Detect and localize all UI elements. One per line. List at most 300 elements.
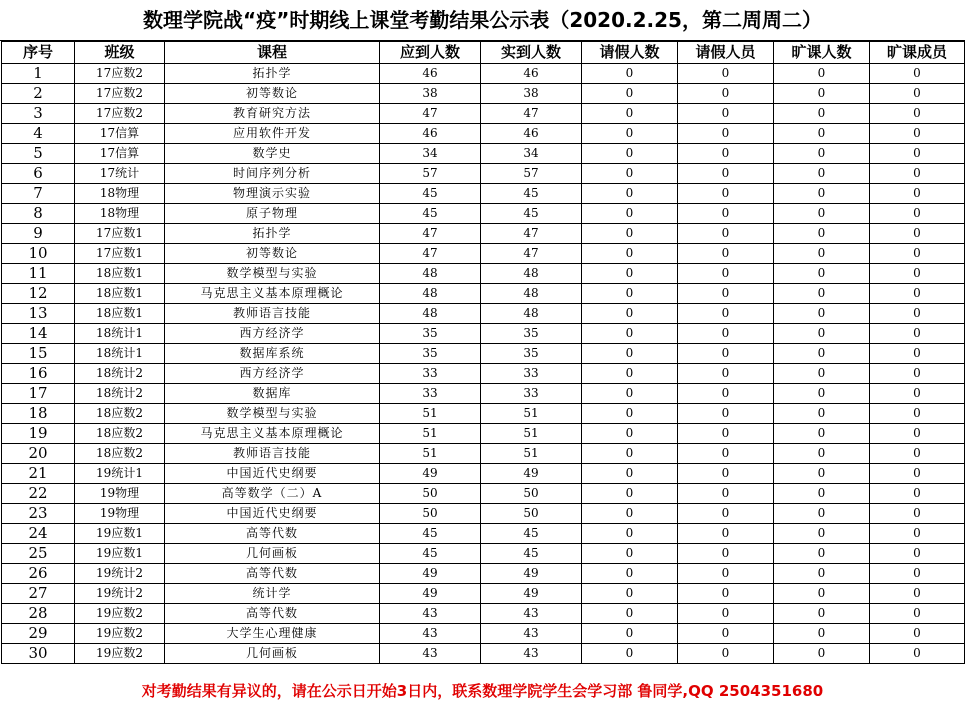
row-course[interactable]: 数学史 (165, 144, 380, 164)
row-no[interactable]: 5 (2, 144, 75, 164)
row-leave-count[interactable]: 0 (582, 164, 678, 184)
row-leave-people[interactable]: 0 (678, 444, 774, 464)
row-course[interactable]: 马克思主义基本原理概论 (165, 424, 380, 444)
row-absent-count[interactable]: 0 (774, 604, 870, 624)
row-no[interactable]: 10 (2, 244, 75, 264)
row-leave-count[interactable]: 0 (582, 304, 678, 324)
row-absent-people[interactable]: 0 (870, 624, 965, 644)
row-expected[interactable]: 43 (380, 604, 481, 624)
row-class[interactable]: 18统计1 (75, 324, 165, 344)
row-absent-count[interactable]: 0 (774, 464, 870, 484)
row-actual[interactable]: 46 (481, 64, 582, 84)
row-leave-people[interactable]: 0 (678, 464, 774, 484)
row-leave-people[interactable]: 0 (678, 424, 774, 444)
row-leave-people[interactable]: 0 (678, 124, 774, 144)
table-row (2, 324, 965, 344)
row-course[interactable]: 几何画板 (165, 644, 380, 664)
row-course[interactable]: 拓扑学 (165, 64, 380, 84)
row-leave-people[interactable]: 0 (678, 344, 774, 364)
row-absent-people[interactable]: 0 (870, 444, 965, 464)
row-course[interactable]: 中国近代史纲要 (165, 464, 380, 484)
row-absent-people[interactable]: 0 (870, 544, 965, 564)
row-absent-count[interactable]: 0 (774, 224, 870, 244)
row-leave-count[interactable]: 0 (582, 84, 678, 104)
row-leave-count[interactable]: 0 (582, 644, 678, 664)
row-no[interactable]: 20 (2, 444, 75, 464)
row-expected[interactable]: 47 (380, 244, 481, 264)
row-absent-count[interactable]: 0 (774, 624, 870, 644)
row-expected[interactable]: 48 (380, 304, 481, 324)
row-class[interactable]: 19物理 (75, 484, 165, 504)
row-leave-count[interactable]: 0 (582, 424, 678, 444)
row-actual[interactable]: 45 (481, 544, 582, 564)
table-row (2, 264, 965, 284)
row-course[interactable]: 原子物理 (165, 204, 380, 224)
row-expected[interactable]: 47 (380, 224, 481, 244)
row-absent-people[interactable]: 0 (870, 324, 965, 344)
row-absent-people[interactable]: 0 (870, 204, 965, 224)
row-absent-people[interactable]: 0 (870, 364, 965, 384)
row-expected[interactable]: 57 (380, 164, 481, 184)
row-absent-count[interactable]: 0 (774, 124, 870, 144)
row-course[interactable]: 统计学 (165, 584, 380, 604)
row-leave-count[interactable]: 0 (582, 404, 678, 424)
row-absent-count[interactable]: 0 (774, 284, 870, 304)
row-no[interactable]: 23 (2, 504, 75, 524)
row-absent-count[interactable]: 0 (774, 104, 870, 124)
row-class[interactable]: 17信算 (75, 124, 165, 144)
row-no[interactable]: 18 (2, 404, 75, 424)
row-course[interactable]: 几何画板 (165, 544, 380, 564)
row-leave-people[interactable]: 0 (678, 484, 774, 504)
row-leave-people[interactable]: 0 (678, 644, 774, 664)
table-row (2, 144, 965, 164)
row-expected[interactable]: 50 (380, 504, 481, 524)
row-leave-count[interactable]: 0 (582, 324, 678, 344)
row-class[interactable]: 18应数2 (75, 444, 165, 464)
notice-text: 对考勤结果有异议的，请在公示日开始3日内，联系数理学院学生会学习部 鲁同学,QQ 2504351680 (141, 682, 824, 700)
row-no[interactable]: 12 (2, 284, 75, 304)
row-actual[interactable]: 33 (481, 364, 582, 384)
row-actual[interactable]: 46 (481, 124, 582, 144)
row-actual[interactable]: 43 (481, 604, 582, 624)
row-leave-count[interactable]: 0 (582, 604, 678, 624)
row-class[interactable]: 17应数1 (75, 244, 165, 264)
row-no[interactable]: 21 (2, 464, 75, 484)
row-absent-people[interactable]: 0 (870, 404, 965, 424)
table-row (2, 64, 965, 84)
row-leave-people[interactable]: 0 (678, 324, 774, 344)
row-absent-people[interactable]: 0 (870, 184, 965, 204)
table-row (2, 364, 965, 384)
row-leave-people[interactable]: 0 (678, 604, 774, 624)
row-absent-people[interactable]: 0 (870, 144, 965, 164)
row-course[interactable]: 拓扑学 (165, 224, 380, 244)
row-absent-people[interactable]: 0 (870, 564, 965, 584)
row-actual[interactable]: 45 (481, 204, 582, 224)
row-course[interactable]: 高等代数 (165, 564, 380, 584)
row-expected[interactable]: 48 (380, 264, 481, 284)
row-leave-count[interactable]: 0 (582, 224, 678, 244)
header-actual[interactable]: 实到人数 (481, 42, 582, 64)
row-no[interactable]: 14 (2, 324, 75, 344)
table-row (2, 344, 965, 364)
row-absent-people[interactable]: 0 (870, 384, 965, 404)
row-course[interactable]: 马克思主义基本原理概论 (165, 284, 380, 304)
row-course[interactable]: 高等代数 (165, 604, 380, 624)
row-expected[interactable]: 49 (380, 464, 481, 484)
row-leave-people[interactable]: 0 (678, 84, 774, 104)
row-expected[interactable]: 43 (380, 644, 481, 664)
table-row (2, 564, 965, 584)
row-course[interactable]: 应用软件开发 (165, 124, 380, 144)
row-no[interactable]: 8 (2, 204, 75, 224)
row-actual[interactable]: 34 (481, 144, 582, 164)
row-actual[interactable]: 51 (481, 424, 582, 444)
row-class[interactable]: 19应数2 (75, 624, 165, 644)
row-actual[interactable]: 45 (481, 524, 582, 544)
row-leave-count[interactable]: 0 (582, 544, 678, 564)
row-absent-count[interactable]: 0 (774, 204, 870, 224)
row-absent-count[interactable]: 0 (774, 444, 870, 464)
row-class[interactable]: 17应数2 (75, 64, 165, 84)
row-absent-count[interactable]: 0 (774, 364, 870, 384)
row-leave-people[interactable]: 0 (678, 244, 774, 264)
row-class[interactable]: 17应数2 (75, 104, 165, 124)
row-leave-people[interactable]: 0 (678, 404, 774, 424)
row-course[interactable]: 初等数论 (165, 84, 380, 104)
row-class[interactable]: 19统计2 (75, 584, 165, 604)
row-course[interactable]: 高等代数 (165, 524, 380, 544)
row-leave-people[interactable]: 0 (678, 204, 774, 224)
row-absent-count[interactable]: 0 (774, 544, 870, 564)
row-leave-count[interactable]: 0 (582, 444, 678, 464)
row-absent-count[interactable]: 0 (774, 344, 870, 364)
row-no[interactable]: 9 (2, 224, 75, 244)
row-course[interactable]: 数据库 (165, 384, 380, 404)
row-absent-count[interactable]: 0 (774, 264, 870, 284)
row-leave-people[interactable]: 0 (678, 224, 774, 244)
row-leave-people[interactable]: 0 (678, 564, 774, 584)
row-no[interactable]: 16 (2, 364, 75, 384)
row-leave-count[interactable]: 0 (582, 64, 678, 84)
row-class[interactable]: 17统计 (75, 164, 165, 184)
row-expected[interactable]: 45 (380, 544, 481, 564)
row-expected[interactable]: 45 (380, 204, 481, 224)
row-no[interactable]: 2 (2, 84, 75, 104)
row-absent-count[interactable]: 0 (774, 64, 870, 84)
row-no[interactable]: 22 (2, 484, 75, 504)
row-actual[interactable]: 47 (481, 244, 582, 264)
row-leave-count[interactable]: 0 (582, 124, 678, 144)
row-absent-people[interactable]: 0 (870, 504, 965, 524)
row-actual[interactable]: 47 (481, 104, 582, 124)
row-leave-people[interactable]: 0 (678, 524, 774, 544)
row-course[interactable]: 数学模型与实验 (165, 404, 380, 424)
row-class[interactable]: 18物理 (75, 184, 165, 204)
table-row (2, 584, 965, 604)
row-actual[interactable]: 50 (481, 484, 582, 504)
row-absent-count[interactable]: 0 (774, 304, 870, 324)
row-actual[interactable]: 35 (481, 324, 582, 344)
table-row (2, 124, 965, 144)
row-absent-count[interactable]: 0 (774, 84, 870, 104)
row-no[interactable]: 30 (2, 644, 75, 664)
row-actual[interactable]: 47 (481, 224, 582, 244)
row-no[interactable]: 27 (2, 584, 75, 604)
row-class[interactable]: 19统计1 (75, 464, 165, 484)
row-expected[interactable]: 49 (380, 584, 481, 604)
row-absent-count[interactable]: 0 (774, 164, 870, 184)
row-actual[interactable]: 38 (481, 84, 582, 104)
row-absent-count[interactable]: 0 (774, 404, 870, 424)
row-course[interactable]: 数学模型与实验 (165, 264, 380, 284)
row-actual[interactable]: 45 (481, 184, 582, 204)
row-expected[interactable]: 47 (380, 104, 481, 124)
row-leave-people[interactable]: 0 (678, 584, 774, 604)
row-leave-people[interactable]: 0 (678, 164, 774, 184)
row-absent-count[interactable]: 0 (774, 564, 870, 584)
header-no[interactable]: 序号 (2, 42, 75, 64)
row-class[interactable]: 18统计1 (75, 344, 165, 364)
row-actual[interactable]: 48 (481, 284, 582, 304)
row-leave-count[interactable]: 0 (582, 384, 678, 404)
row-leave-people[interactable]: 0 (678, 184, 774, 204)
row-expected[interactable]: 35 (380, 344, 481, 364)
row-no[interactable]: 13 (2, 304, 75, 324)
row-class[interactable]: 18应数1 (75, 304, 165, 324)
row-absent-people[interactable]: 0 (870, 224, 965, 244)
table-row (2, 104, 965, 124)
row-actual[interactable]: 49 (481, 584, 582, 604)
row-absent-count[interactable]: 0 (774, 324, 870, 344)
row-class[interactable]: 18应数1 (75, 264, 165, 284)
row-absent-count[interactable]: 0 (774, 584, 870, 604)
row-expected[interactable]: 46 (380, 64, 481, 84)
row-expected[interactable]: 46 (380, 124, 481, 144)
row-absent-people[interactable]: 0 (870, 64, 965, 84)
row-class[interactable]: 18应数2 (75, 404, 165, 424)
row-actual[interactable]: 35 (481, 344, 582, 364)
header-expected[interactable]: 应到人数 (380, 42, 481, 64)
header-leave-count[interactable]: 请假人数 (582, 42, 678, 64)
row-absent-people[interactable]: 0 (870, 124, 965, 144)
row-absent-count[interactable]: 0 (774, 484, 870, 504)
row-absent-people[interactable]: 0 (870, 284, 965, 304)
row-absent-people[interactable]: 0 (870, 264, 965, 284)
row-course[interactable]: 教师语言技能 (165, 304, 380, 324)
row-leave-count[interactable]: 0 (582, 204, 678, 224)
row-leave-people[interactable]: 0 (678, 284, 774, 304)
row-class[interactable]: 18应数1 (75, 284, 165, 304)
row-absent-people[interactable]: 0 (870, 244, 965, 264)
row-class[interactable]: 19应数1 (75, 544, 165, 564)
row-actual[interactable]: 48 (481, 264, 582, 284)
row-expected[interactable]: 45 (380, 524, 481, 544)
row-class[interactable]: 18物理 (75, 204, 165, 224)
header-absent-people[interactable]: 旷课成员 (870, 42, 965, 64)
row-absent-people[interactable]: 0 (870, 344, 965, 364)
table-row (2, 524, 965, 544)
row-expected[interactable]: 38 (380, 84, 481, 104)
row-leave-count[interactable]: 0 (582, 244, 678, 264)
row-course[interactable]: 物理演示实验 (165, 184, 380, 204)
row-actual[interactable]: 49 (481, 564, 582, 584)
row-absent-people[interactable]: 0 (870, 304, 965, 324)
row-absent-people[interactable]: 0 (870, 424, 965, 444)
row-actual[interactable]: 43 (481, 644, 582, 664)
row-absent-count[interactable]: 0 (774, 244, 870, 264)
row-expected[interactable]: 35 (380, 324, 481, 344)
row-actual[interactable]: 57 (481, 164, 582, 184)
row-leave-count[interactable]: 0 (582, 564, 678, 584)
row-class[interactable]: 19应数2 (75, 644, 165, 664)
header-absent-count[interactable]: 旷课人数 (774, 42, 870, 64)
row-no[interactable]: 19 (2, 424, 75, 444)
row-expected[interactable]: 43 (380, 624, 481, 644)
row-actual[interactable]: 33 (481, 384, 582, 404)
row-no[interactable]: 15 (2, 344, 75, 364)
row-leave-count[interactable]: 0 (582, 524, 678, 544)
row-course[interactable]: 时间序列分析 (165, 164, 380, 184)
row-no[interactable]: 25 (2, 544, 75, 564)
row-class[interactable]: 17信算 (75, 144, 165, 164)
row-expected[interactable]: 33 (380, 384, 481, 404)
row-leave-count[interactable]: 0 (582, 264, 678, 284)
table-row (2, 444, 965, 464)
row-absent-people[interactable]: 0 (870, 604, 965, 624)
row-expected[interactable]: 51 (380, 424, 481, 444)
row-no[interactable]: 7 (2, 184, 75, 204)
row-course[interactable]: 数据库系统 (165, 344, 380, 364)
row-absent-count[interactable]: 0 (774, 144, 870, 164)
row-absent-people[interactable]: 0 (870, 104, 965, 124)
row-absent-people[interactable]: 0 (870, 84, 965, 104)
row-absent-people[interactable]: 0 (870, 464, 965, 484)
table-row (2, 304, 965, 324)
row-leave-people[interactable]: 0 (678, 544, 774, 564)
row-no[interactable]: 11 (2, 264, 75, 284)
row-class[interactable]: 17应数2 (75, 84, 165, 104)
row-no[interactable]: 17 (2, 384, 75, 404)
row-expected[interactable]: 51 (380, 404, 481, 424)
row-leave-people[interactable]: 0 (678, 264, 774, 284)
row-expected[interactable]: 48 (380, 284, 481, 304)
row-no[interactable]: 28 (2, 604, 75, 624)
row-leave-count[interactable]: 0 (582, 364, 678, 384)
row-course[interactable]: 中国近代史纲要 (165, 504, 380, 524)
row-class[interactable]: 18统计2 (75, 364, 165, 384)
row-leave-people[interactable]: 0 (678, 384, 774, 404)
row-course[interactable]: 教师语言技能 (165, 444, 380, 464)
row-class[interactable]: 19应数2 (75, 604, 165, 624)
row-course[interactable]: 西方经济学 (165, 364, 380, 384)
row-no[interactable]: 24 (2, 524, 75, 544)
row-no[interactable]: 6 (2, 164, 75, 184)
row-course[interactable]: 西方经济学 (165, 324, 380, 344)
row-absent-people[interactable]: 0 (870, 644, 965, 664)
row-no[interactable]: 1 (2, 64, 75, 84)
row-expected[interactable]: 34 (380, 144, 481, 164)
row-actual[interactable]: 43 (481, 624, 582, 644)
row-leave-count[interactable]: 0 (582, 144, 678, 164)
row-leave-count[interactable]: 0 (582, 584, 678, 604)
row-leave-people[interactable]: 0 (678, 504, 774, 524)
row-expected[interactable]: 50 (380, 484, 481, 504)
sheet-title: 数理学院战“疫”时期线上课堂考勤结果公示表（2020.2.25，第二周周二） (0, 0, 965, 41)
row-class[interactable]: 18应数2 (75, 424, 165, 444)
row-class[interactable]: 19统计2 (75, 564, 165, 584)
header-course[interactable]: 课程 (165, 42, 380, 64)
row-expected[interactable]: 45 (380, 184, 481, 204)
row-leave-count[interactable]: 0 (582, 624, 678, 644)
row-leave-people[interactable]: 0 (678, 144, 774, 164)
row-leave-people[interactable]: 0 (678, 624, 774, 644)
row-no[interactable]: 3 (2, 104, 75, 124)
row-leave-people[interactable]: 0 (678, 364, 774, 384)
row-course[interactable]: 初等数论 (165, 244, 380, 264)
row-no[interactable]: 29 (2, 624, 75, 644)
row-absent-people[interactable]: 0 (870, 484, 965, 504)
table-row (2, 424, 965, 444)
row-course[interactable]: 高等数学（二）A (165, 484, 380, 504)
row-absent-count[interactable]: 0 (774, 524, 870, 544)
row-leave-count[interactable]: 0 (582, 284, 678, 304)
row-leave-people[interactable]: 0 (678, 104, 774, 124)
row-expected[interactable]: 33 (380, 364, 481, 384)
row-leave-people[interactable]: 0 (678, 64, 774, 84)
row-absent-people[interactable]: 0 (870, 584, 965, 604)
header-leave-people[interactable]: 请假人员 (678, 42, 774, 64)
table-row (2, 604, 965, 624)
row-actual[interactable]: 48 (481, 304, 582, 324)
row-leave-count[interactable]: 0 (582, 464, 678, 484)
row-course[interactable]: 大学生心理健康 (165, 624, 380, 644)
row-actual[interactable]: 49 (481, 464, 582, 484)
row-leave-count[interactable]: 0 (582, 484, 678, 504)
row-class[interactable]: 19物理 (75, 504, 165, 524)
table-body (2, 64, 965, 664)
row-class[interactable]: 18统计2 (75, 384, 165, 404)
row-no[interactable]: 26 (2, 564, 75, 584)
row-leave-count[interactable]: 0 (582, 104, 678, 124)
row-absent-people[interactable]: 0 (870, 524, 965, 544)
row-leave-count[interactable]: 0 (582, 344, 678, 364)
row-class[interactable]: 17应数1 (75, 224, 165, 244)
header-row (2, 42, 965, 64)
row-expected[interactable]: 49 (380, 564, 481, 584)
row-absent-count[interactable]: 0 (774, 424, 870, 444)
row-absent-count[interactable]: 0 (774, 184, 870, 204)
row-no[interactable]: 4 (2, 124, 75, 144)
row-leave-people[interactable]: 0 (678, 304, 774, 324)
row-leave-count[interactable]: 0 (582, 184, 678, 204)
header-class[interactable]: 班级 (75, 42, 165, 64)
row-expected[interactable]: 51 (380, 444, 481, 464)
row-class[interactable]: 19应数1 (75, 524, 165, 544)
row-course[interactable]: 教育研究方法 (165, 104, 380, 124)
row-actual[interactable]: 51 (481, 404, 582, 424)
row-actual[interactable]: 51 (481, 444, 582, 464)
row-absent-people[interactable]: 0 (870, 164, 965, 184)
row-leave-count[interactable]: 0 (582, 504, 678, 524)
row-absent-count[interactable]: 0 (774, 504, 870, 524)
row-absent-count[interactable]: 0 (774, 644, 870, 664)
table-row (2, 504, 965, 524)
row-absent-count[interactable]: 0 (774, 384, 870, 404)
table-row (2, 384, 965, 404)
row-actual[interactable]: 50 (481, 504, 582, 524)
